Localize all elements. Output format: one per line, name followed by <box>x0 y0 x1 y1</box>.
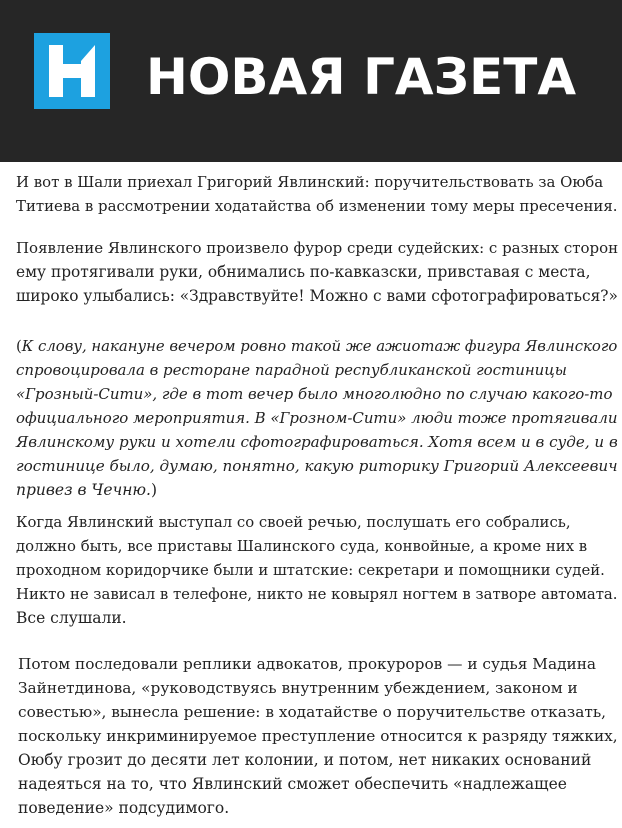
text-line: Оюбу грозит до десяти лет колонии, и потом, нет никаких оснований <box>18 751 592 769</box>
text-line: гостинице было, думаю, понятно, какую риторику Григорий Алексеевич <box>16 457 618 475</box>
text-line: совестью», вынесла решение: в ходатайстве о поручительстве отказать, <box>18 703 607 721</box>
text-line: официального мероприятия. В «Грозном-Сити» люди тоже протягивали <box>16 409 618 427</box>
text-line: должно быть, все приставы Шалинского суда, конвойные, а кроме них в <box>16 537 588 555</box>
article-paragraph <box>16 510 618 630</box>
site-header <box>0 0 622 162</box>
aside-text: привез в Чечню. <box>16 481 151 499</box>
text-line: Все слушали. <box>16 609 127 627</box>
text-line <box>16 334 618 358</box>
text-line: «Грозный-Сити», где в тот вечер было многолюдно по случаю какого-то <box>16 385 613 403</box>
text-line: Появление Явлинского произвело фурор среди судейских: с разных сторон <box>16 239 619 257</box>
text-line: Потом последовали реплики адвокатов, прокуроров — и судья Мадина <box>18 655 597 673</box>
aside-text: К слову, накануне вечером ровно такой же ажиотаж фигура Явлинского <box>21 337 618 355</box>
text-line: надеяться на то, что Явлинский сможет обеспечить «надлежащее <box>18 775 567 793</box>
text-line: И вот в Шали приехал Григорий Явлинский: поручительствовать за Оюба <box>16 173 604 191</box>
article-paragraph <box>18 652 618 820</box>
article-paragraph <box>16 236 618 308</box>
text-line: Когда Явлинский выступал со своей речью, послушать его собрались, <box>16 513 571 531</box>
text-line: поведение» подсудимого. <box>18 799 230 817</box>
text-line: ему протягивали руки, обнимались по-кавказски, привставая с места, <box>16 263 591 281</box>
text-line: Никто не зависал в телефоне, никто не ковырял ногтем в затворе автомата. <box>16 585 618 603</box>
site-logo-text[interactable]: НОВАЯ ГАЗЕТА <box>146 48 577 106</box>
text-line: широко улыбались: «Здравствуйте! Можно с вами сфотографироваться?» <box>16 287 618 305</box>
text-line: спровоцировала в ресторане парадной республиканской гостиницы <box>16 361 567 379</box>
text-line <box>16 478 618 502</box>
text-line: проходном коридорчике были и штатские: секретари и помощники судей. <box>16 561 605 579</box>
article-aside-paragraph <box>16 334 618 502</box>
text-line: Явлинскому руки и хотели сфотографироваться. Хотя всем и в суде, и в <box>16 433 618 451</box>
novaya-gazeta-logo-icon[interactable] <box>34 33 110 109</box>
close-paren: ) <box>151 481 158 499</box>
text-line: поскольку инкриминируемое преступление относится к разряду тяжких, <box>18 727 618 745</box>
open-paren: ( <box>16 337 22 355</box>
article-paragraph <box>16 170 618 218</box>
text-line: Зайнетдинова, «руководствуясь внутренним убеждением, законом и <box>18 679 578 697</box>
text-line: Титиева в рассмотрении ходатайства об изменении тому меры пресечения. <box>16 197 618 215</box>
